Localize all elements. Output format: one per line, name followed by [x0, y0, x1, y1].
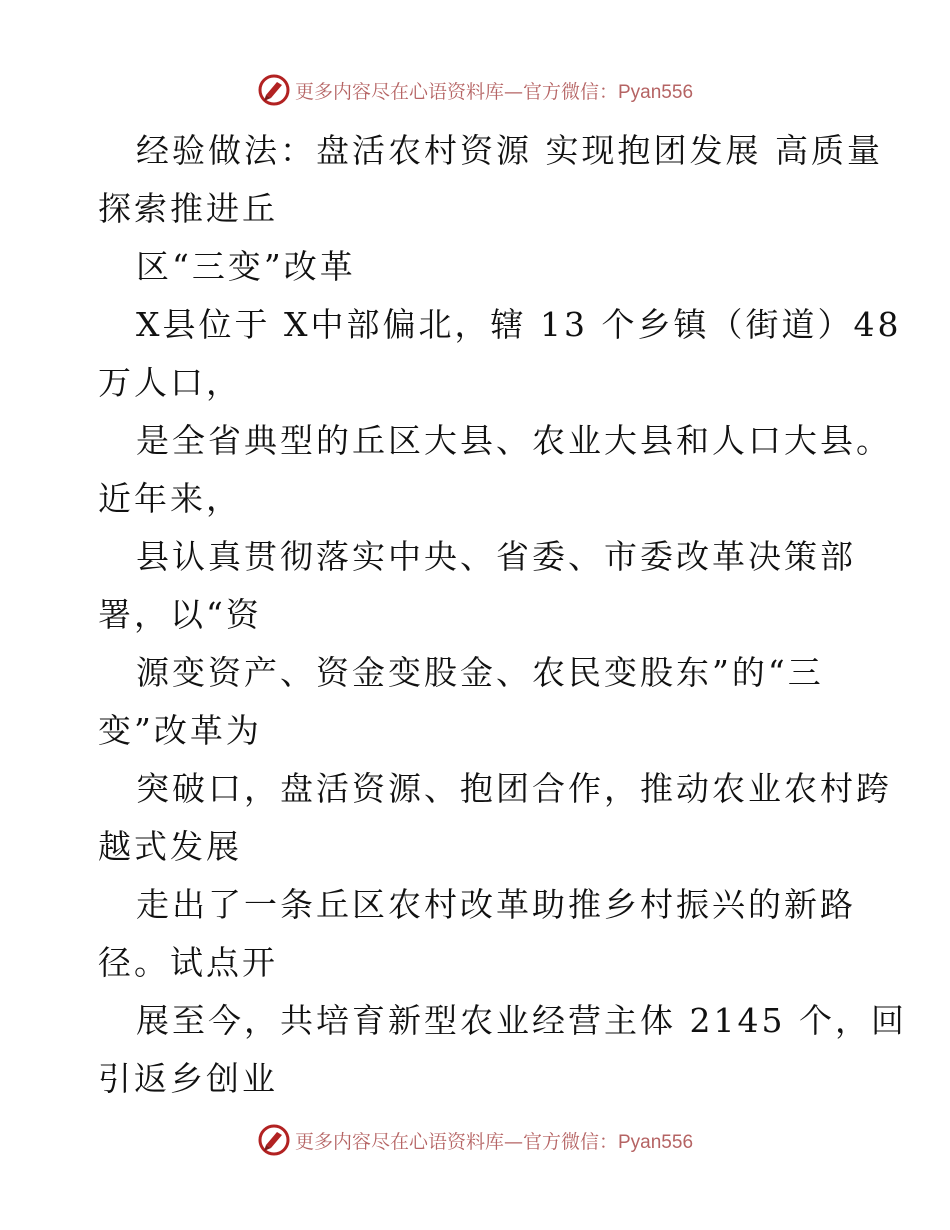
- logo-icon: [257, 73, 291, 107]
- watermark-text: 更多内容尽在心语资料库—官方微信：Pyan556: [294, 1130, 694, 1153]
- text-line: 探索推进丘: [98, 189, 278, 228]
- footer-watermark: [0, 1120, 950, 1160]
- article-body: [98, 122, 907, 1108]
- text-line: 展至今，共培育新型农业经营主体 2145 个，回: [136, 1001, 907, 1040]
- text-line: 近年来，: [98, 479, 242, 518]
- text-line: 万人口，: [98, 363, 242, 402]
- text-line: 引返乡创业: [98, 1059, 278, 1098]
- text-line: 突破口，盘活资源、抱团合作，推动农业农村跨: [136, 769, 892, 808]
- text-line: X县位于 X中部偏北，辖 13 个乡镇（街道）48: [136, 305, 902, 344]
- logo-icon: [257, 1123, 291, 1157]
- text-line: 源变资产、资金变股金、农民变股东”的“三: [136, 653, 824, 692]
- text-line: 县认真贯彻落实中央、省委、市委改革决策部: [136, 537, 856, 576]
- text-line: 署，以“资: [98, 595, 262, 634]
- text-line: 区“三变”改革: [136, 247, 356, 286]
- text-line: 是全省典型的丘区大县、农业大县和人口大县。: [136, 421, 892, 460]
- text-line: 经验做法：盘活农村资源 实现抱团发展 高质量: [136, 131, 883, 170]
- text-line: 越式发展: [98, 827, 242, 866]
- text-line: 变”改革为: [98, 711, 262, 750]
- text-line: 径。试点开: [98, 943, 278, 982]
- watermark-text: 更多内容尽在心语资料库—官方微信：Pyan556: [294, 80, 694, 103]
- text-line: 走出了一条丘区农村改革助推乡村振兴的新路: [136, 885, 856, 924]
- header-watermark: [0, 70, 950, 110]
